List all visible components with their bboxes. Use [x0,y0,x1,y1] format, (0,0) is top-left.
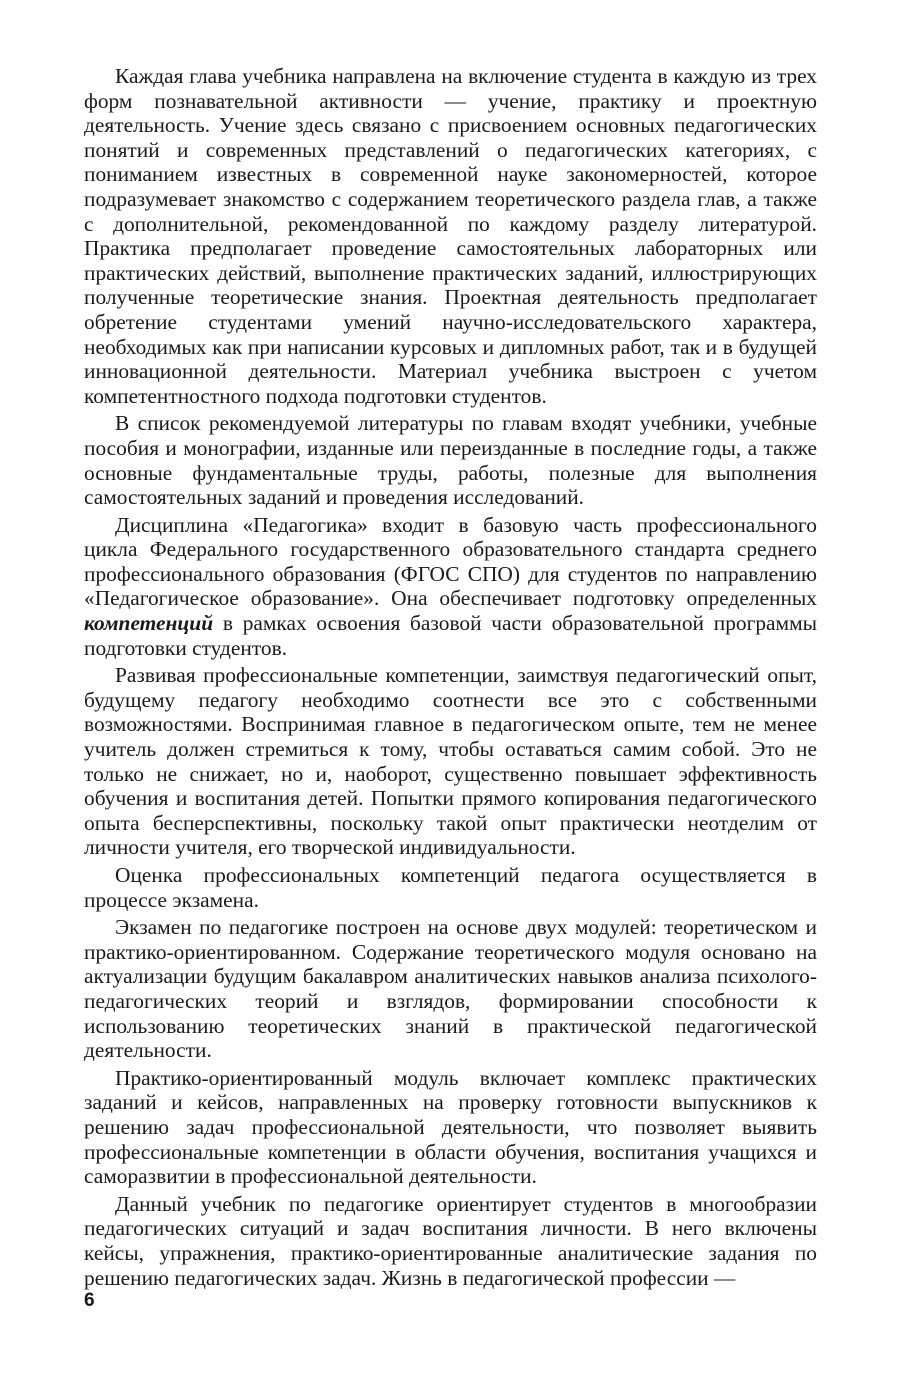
paragraph-competencies: Развивая профессиональные компетенции, заимствуя педагогический опыт, будущему педагогу необходимо соотнести все это с собственными возможностями. Воспринимая главное в педагогическом опыте, тем не менее учитель должен стремиться к тому, чтобы оставаться самим собой. Это не только не снижает, но и, наоборот, существенно повышает эффективность обучения и воспитания детей. Попытки прямого копирования педагогического опыта бесперспективны, поскольку такой опыт практически неотделим от личности учителя, его творческой индивидуальности. [84,663,817,860]
paragraph-exam: Экзамен по педагогике построен на основе двух модулей: теоретическом и практико-ориентированном. Содержание теоретического модуля основано на актуализации будущим бакалавром аналитических навыков анализа психолого-педагогических теорий и взглядов, формировании способности к использованию теоретических знаний в практической педагогической деятельности. [84,915,817,1063]
paragraph-chapter-structure: Каждая глава учебника направлена на включение студента в каждую из трех форм познавательной активности — учение, практику и проектную деятельность. Учение здесь связано с присвоением основных педагогических понятий и современных представлений о педагогических категориях, с пониманием известных в современной науке закономерностей, которое подразумевает знакомство с содержанием теоретического раздела глав, а также с дополнительной, рекомендованной по каждому разделу литературой. Практика предполагает проведение самостоятельных лабораторных или практических действий, выполнение практических заданий, иллюстрирующих полученные теоретические знания. Проектная деятельность предполагает обретение студентами умений научно-исследовательского характера, необходимых как при написании курсовых и дипломных работ, так и в будущей инновационной деятельности. Материал учебника выстроен с учетом компетентностного подхода подготовки студентов. [84,64,817,408]
paragraph-discipline [84,513,817,661]
paragraph-discipline-start: Дисциплина «Педагогика» входит в базовую часть профессионального цикла Федерального государственного образовательного стандарта среднего профессионального образования (ФГОС СПО) для студентов по направлению «Педагогическое образование». Она обеспечивает подготовку определенных [84,512,817,611]
body-text [84,64,817,1293]
paragraph-literature: В список рекомендуемой литературы по главам входят учебники, учебные пособия и монографии, изданные или переизданные в последние годы, а также основные фундаментальные труды, работы, полезные для выполнения самостоятельных заданий и проведения исследований. [84,411,817,510]
paragraph-textbook: Данный учебник по педагогике ориентирует студентов в многообразии педагогических ситуаций и задач воспитания личности. В него включены кейсы, упражнения, практико-ориентированные аналитические задания по решению педагогических задач. Жизнь в педагогической профессии — [84,1191,817,1290]
paragraph-practice-module: Практико-ориентированный модуль включает комплекс практических заданий и кейсов, направленных на проверку готовности выпускников к решению задач профессиональной деятельности, что позволяет выявить профессиональные компетенции в области обучения, воспитания учащихся и саморазвитии в профессиональной деятельности. [84,1065,817,1189]
paragraph-discipline-end: в рамках освоения базовой части образовательной программы подготовки студентов. [84,611,817,660]
paragraph-assessment: Оценка профессиональных компетенций педагога осуществляется в процессе экзамена. [84,863,817,912]
page-number: 6 [84,1290,95,1311]
emphasis-competencies: компетенций [84,611,214,636]
